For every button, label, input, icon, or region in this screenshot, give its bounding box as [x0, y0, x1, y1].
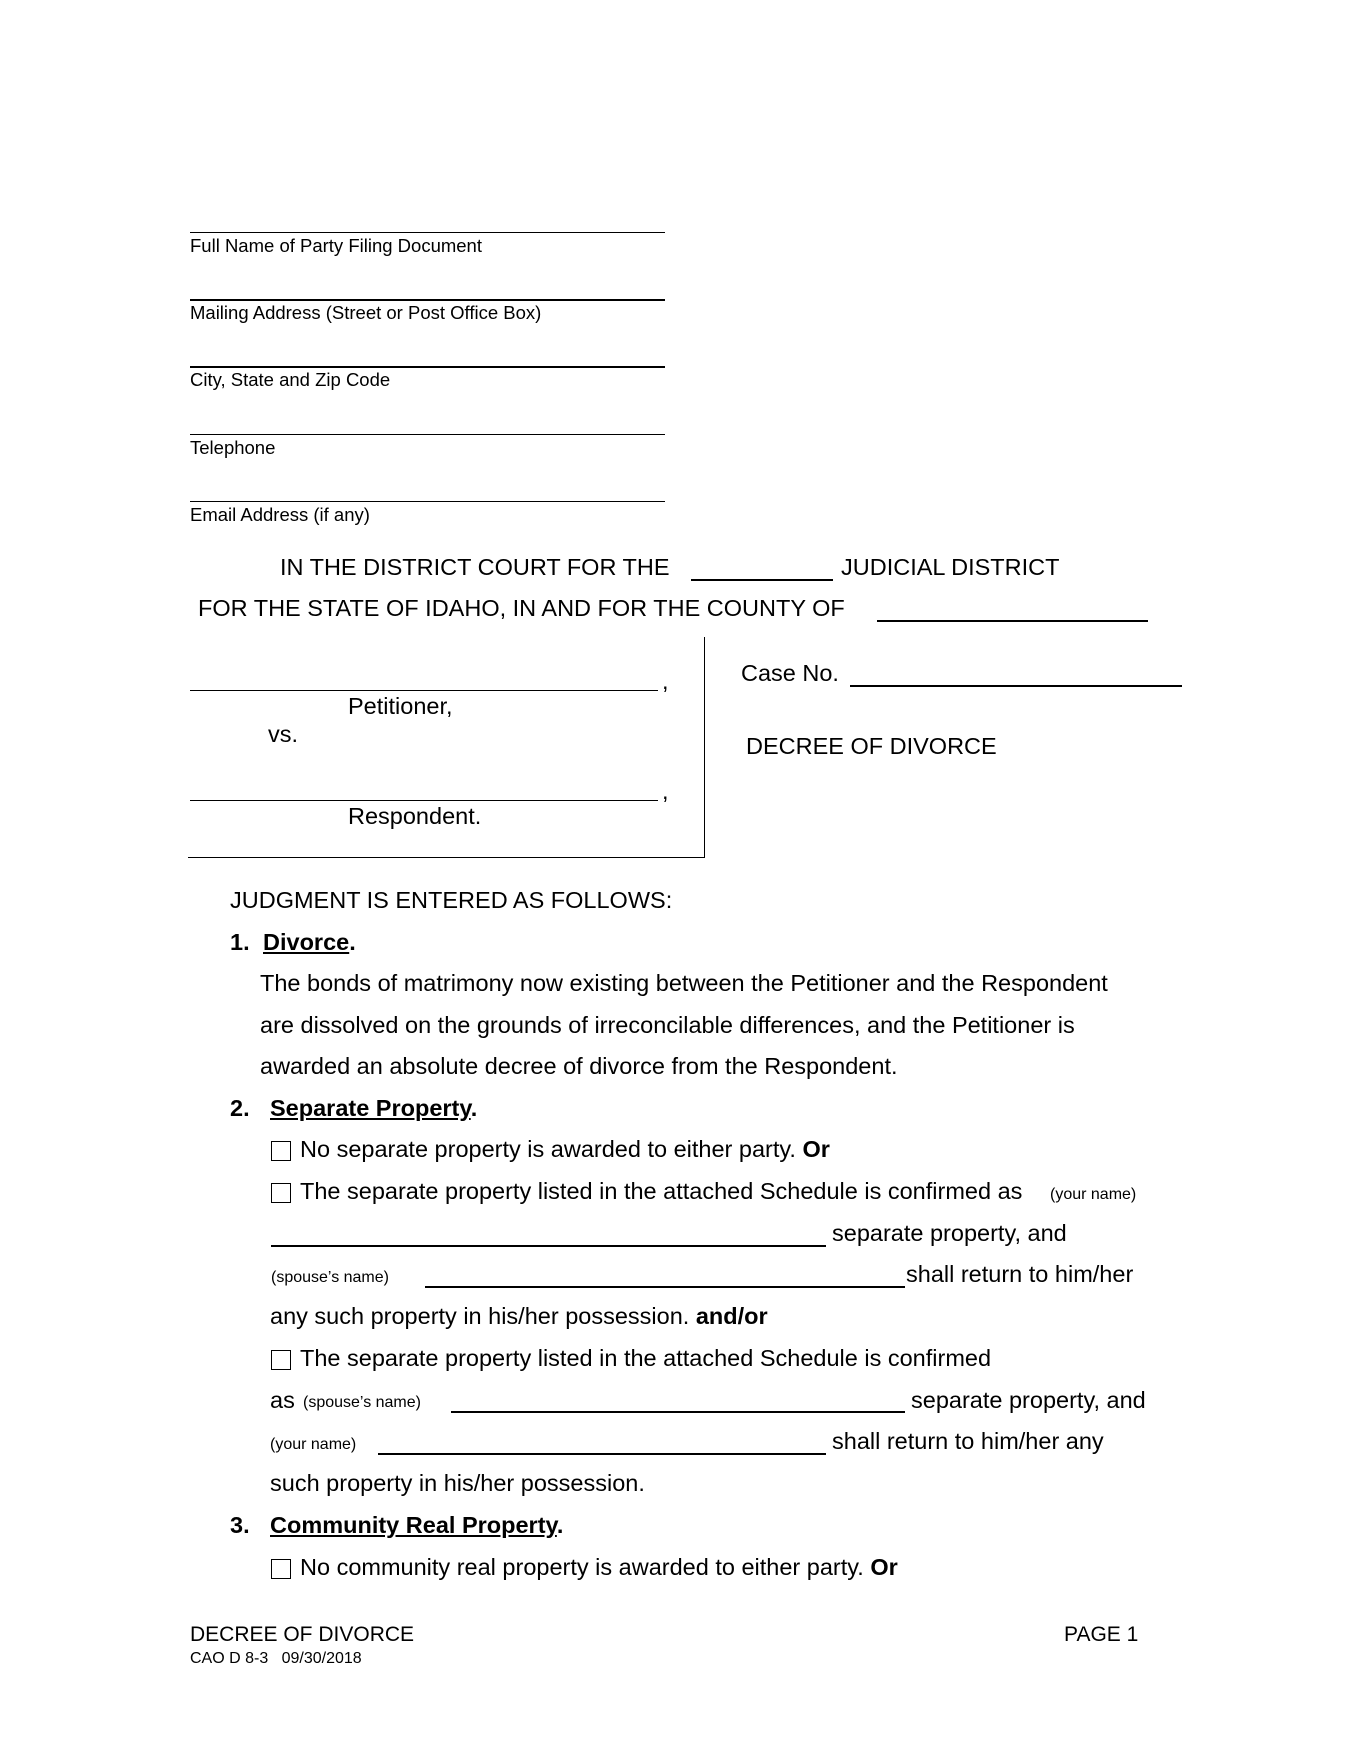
- your-name-blank-1[interactable]: [271, 1245, 826, 1247]
- section2-option2-your-name-hint: (your name): [1050, 1186, 1137, 1203]
- mailing-address-line[interactable]: [190, 299, 665, 301]
- county-blank[interactable]: [877, 620, 1148, 622]
- petitioner-comma: ,: [662, 668, 669, 694]
- section2-heading-wrap: [270, 1095, 477, 1122]
- section1-line2: are dissolved on the grounds of irreconcilable differences, and the Petitioner is: [260, 1012, 1075, 1038]
- city-state-zip-label: City, State and Zip Code: [190, 369, 391, 390]
- section3-number: 3.: [230, 1512, 250, 1538]
- section3-option1-wrap: [300, 1554, 898, 1581]
- section2-option2-sep-property: separate property, and: [832, 1220, 1067, 1246]
- section1-number: 1.: [230, 929, 250, 955]
- full-name-label: Full Name of Party Filing Document: [190, 235, 482, 256]
- judicial-district-blank[interactable]: [691, 579, 833, 581]
- section1-heading-wrap: [263, 929, 356, 956]
- section2-option3-possession: such property in his/her possession.: [270, 1470, 645, 1496]
- section2-option2-spouse-name-hint: (spouse’s name): [271, 1269, 389, 1286]
- section3-heading: Community Real Property: [270, 1512, 557, 1538]
- section2-option1-conj: Or: [802, 1136, 830, 1162]
- section2-option1-text: No separate property is awarded to either party.: [300, 1136, 796, 1162]
- separate-property-spouse-checkbox[interactable]: [271, 1350, 291, 1370]
- section3-option1-text: No community real property is awarded to either party.: [300, 1554, 864, 1580]
- petitioner-label: Petitioner,: [348, 693, 453, 719]
- section2-period: .: [470, 1095, 478, 1121]
- footer-title: DECREE OF DIVORCE: [190, 1623, 415, 1646]
- section3-period: .: [556, 1512, 564, 1538]
- section1-line1: The bonds of matrimony now existing between the Petitioner and the Respondent: [260, 970, 1108, 996]
- section3-option1-conj: Or: [870, 1554, 898, 1580]
- respondent-comma: ,: [662, 778, 669, 804]
- section2-option2-conj: and/or: [695, 1303, 768, 1329]
- section2-option3-sep-property: separate property, and: [911, 1387, 1146, 1413]
- court-header-line2-prefix: FOR THE STATE OF IDAHO, IN AND FOR THE COUNTY OF: [198, 595, 845, 621]
- section2-option3-text: The separate property listed in the attached Schedule is confirmed: [300, 1345, 992, 1371]
- judgment-intro: JUDGMENT IS ENTERED AS FOLLOWS:: [230, 887, 673, 913]
- your-name-blank-2[interactable]: [378, 1453, 826, 1455]
- section2-option3-spouse-name-hint: (spouse’s name): [303, 1394, 421, 1411]
- footer-form-id: CAO D 8-3 09/30/2018: [190, 1650, 362, 1667]
- section1-period: .: [349, 929, 356, 955]
- court-header-line1-suffix: JUDICIAL DISTRICT: [841, 554, 1060, 580]
- caption-vertical-divider: [704, 637, 705, 858]
- section1-line3: awarded an absolute decree of divorce from the Respondent.: [260, 1053, 898, 1079]
- section2-heading: Separate Property: [270, 1095, 471, 1121]
- case-no-blank[interactable]: [850, 685, 1182, 687]
- document-title: DECREE OF DIVORCE: [746, 733, 997, 759]
- section2-option3-return: shall return to him/her any: [832, 1428, 1104, 1454]
- mailing-address-label: Mailing Address (Street or Post Office Box): [190, 302, 542, 323]
- spouse-name-blank-1[interactable]: [425, 1286, 905, 1288]
- respondent-name-line[interactable]: [190, 800, 658, 801]
- caption-bottom-border: [188, 857, 705, 858]
- full-name-line[interactable]: [190, 232, 665, 233]
- respondent-label: Respondent.: [348, 803, 482, 829]
- court-header-line1-prefix: IN THE DISTRICT COURT FOR THE: [280, 554, 670, 580]
- footer-page: PAGE 1: [1064, 1623, 1139, 1646]
- email-line[interactable]: [190, 501, 665, 502]
- email-label: Email Address (if any): [190, 504, 370, 525]
- section2-option2-text: The separate property listed in the attached Schedule is confirmed as: [300, 1178, 1023, 1204]
- community-real-property-none-checkbox[interactable]: [271, 1559, 291, 1579]
- vs-label: vs.: [268, 721, 299, 747]
- case-no-label: Case No.: [741, 660, 839, 686]
- section2-option3-your-name-hint: (your name): [270, 1436, 357, 1453]
- section1-heading: Divorce: [263, 929, 350, 955]
- section2-option1-wrap: [300, 1136, 830, 1163]
- section2-option2-possession: any such property in his/her possession.: [270, 1303, 690, 1329]
- petitioner-name-line[interactable]: [190, 690, 658, 691]
- section2-option2-return: shall return to him/her: [906, 1261, 1134, 1287]
- city-state-zip-line[interactable]: [190, 366, 665, 368]
- separate-property-none-checkbox[interactable]: [271, 1141, 291, 1161]
- section2-option2-possession-wrap: [270, 1303, 768, 1330]
- section2-number: 2.: [230, 1095, 250, 1121]
- section3-heading-wrap: [270, 1512, 563, 1539]
- separate-property-yours-checkbox[interactable]: [271, 1183, 291, 1203]
- spouse-name-blank-2[interactable]: [451, 1411, 905, 1413]
- section2-option3-as: as: [270, 1387, 295, 1413]
- telephone-line[interactable]: [190, 434, 665, 435]
- telephone-label: Telephone: [190, 437, 276, 458]
